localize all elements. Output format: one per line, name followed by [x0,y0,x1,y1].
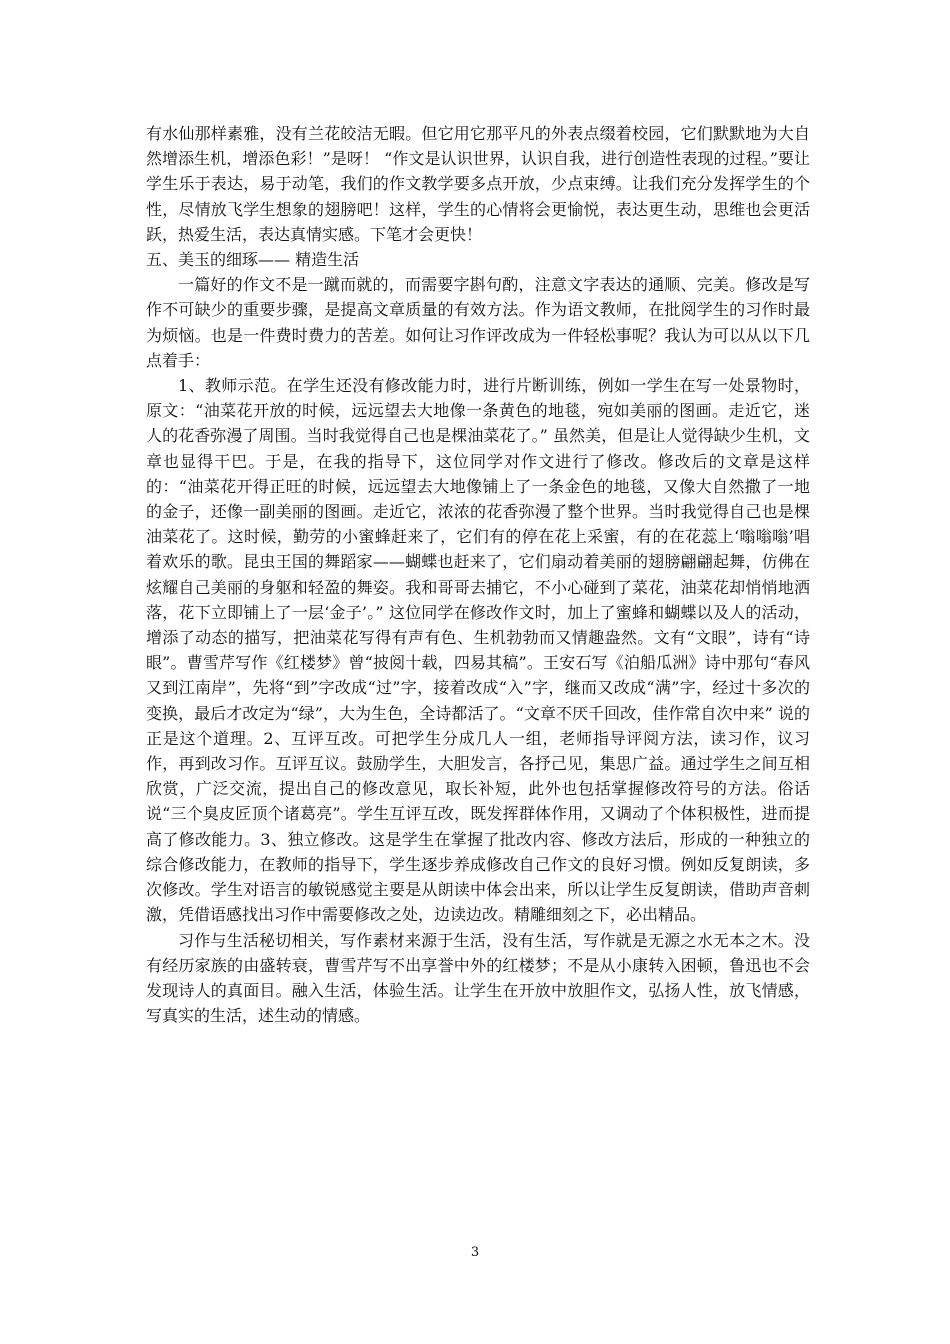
page-number: 3 [470,1245,480,1260]
document-body [146,121,810,1028]
paragraph-conclusion: 习作与生活秘切相关，写作素材来源于生活，没有生活，写作就是无源之水无本之木。没有经历家族的由盛转衰，曹雪芹写不出享誉中外的红楼梦；不是从小康转入困顿，鲁迅也不会发现诗人的真面目。融入生活，体验生活。让学生在开放中放胆作文，弘扬人性，放飞情感，写真实的生活，述生动的情感。 [146,930,810,1026]
section-heading: 五、美玉的细琢—— 精造生活 [146,250,360,270]
paragraph-intro: 一篇好的作文不是一蹴而就的，而需要字斟句酌，注意文字表达的通顺、完美。修改是写作不可缺少的重要步骤，是提高文章质量的有效方法。作为语文教师，在批阅学生的习作时最为烦恼。也是一件费时费力的苦差。如何让习作评改成为一件轻松事呢？我认为可以从以下几点着手： [146,275,810,370]
paragraph-methods: 1、教师示范。在学生还没有修改能力时，进行片断训练，例如一学生在写一处景物时，原文：“油菜花开放的时候，远远望去大地像一条黄色的地毯，宛如美丽的图画。走近它，迷人的花香弥漫了周围。当时我觉得自己也是棵油菜花了。” 虽然美，但是让人觉得缺少生机，文章也显得干巴。于是，在我的指导下，这位同学对作文进行了修改。修改后的文章是这样的：“油菜花开得正旺的时候，远远望去大地像铺上了一条金色的地毯，又像大自然撒了一地的金子，还像一副美丽的图画。走近它，浓浓的花香弥漫了整个世界。当时我觉得自己也是棵油菜花了。这时候，勤劳的小蜜蜂赶来了，它们有的停在花上采蜜，有的在花蕊上‘嗡嗡嗡’唱着欢乐的歌。昆虫王国的舞蹈家——蝴蝶也赶来了，它们扇动着美丽的翅膀翩翩起舞，仿佛在炫耀自己美丽的身躯和轻盈的舞姿。我和哥哥去捕它，不小心碰到了菜花，油菜花却悄悄地洒落，花下立即铺上了一层‘金子’。” 这位同学在修改作文时，加上了蜜蜂和蝴蝶以及人的活动，增添了动态的描写，把油菜花写得有声有色、生机勃勃而又情趣盎然。文有“文眼”，诗有“诗眼”。曹雪芹写作《红楼梦》曾“披阅十载，四易其稿”。王安石写《泊船瓜洲》诗中那句“春风又到江南岸”，先将“到”字改成“过”字，接着改成“入”字，继而又改成“满”字，经过十多次的变换，最后才改定为“绿”，大为生色，全诗都活了。“文章不厌千回改，佳作常自次中来” 说的正是这个道理。2、互评互改。可把学生分成几人一组，老师指导评阅方法，读习作，议习作，再到改习作。互评互议。鼓励学生，大胆发言，各抒己见，集思广益。通过学生之间互相欣赏，广泛交流，提出自己的修改意见，取长补短，此外也包括掌握修改符号的方法。俗话说“三个臭皮匠顶个诸葛亮”。学生互评互改，既发挥群体作用，又调动了个体积极性，进而提高了修改能力。3、独立修改。这是学生在掌握了批改内容、修改方法后，形成的一种独立的综合修改能力，在教师的指导下，学生逐步养成修改自己作文的良好习惯。例如反复朗读，多次修改。学生对语言的敏锐感觉主要是从朗读中体会出来，所以让学生反复朗读，借助声音刺激，凭借语感找出习作中需要修改之处，边读边改。精雕细刻之下，必出精品。 [146,376,810,925]
paragraph-continuation: 有水仙那样素雅，没有兰花皎洁无暇。但它用它那平凡的外表点缀着校园，它们默默地为大自然增添生机，增添色彩！”是呀！ “作文是认识世界，认识自我，进行创造性表现的过程。”要让学生乐于表达，易于动笔，我们的作文教学要多点开放，少点束缚。让我们充分发挥学生的个性，尽情放飞学生想象的翅膀吧！这样，学生的心情将会更愉悦，表达更生动，思维也会更活跃，热爱生活，表达真情实感。下笔才会更快！ [146,124,810,244]
